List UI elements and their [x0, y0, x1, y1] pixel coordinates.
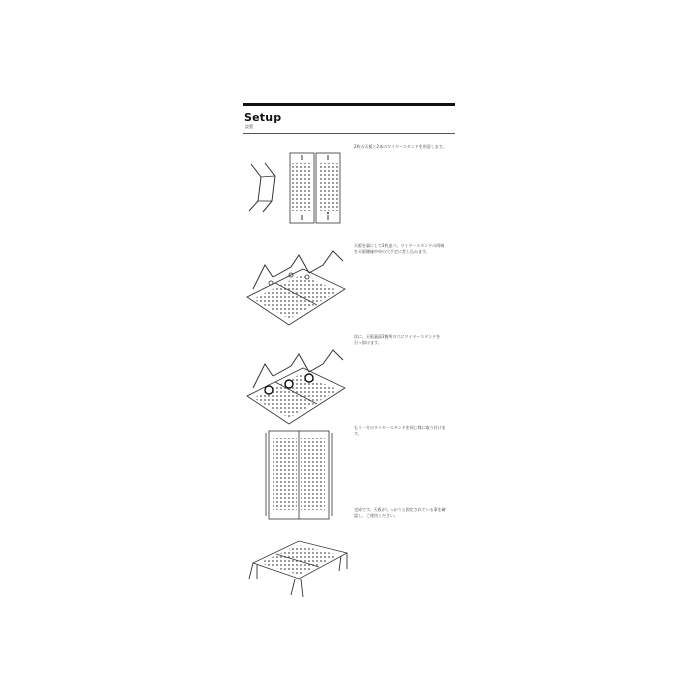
top-rule	[243, 103, 455, 106]
header-divider	[243, 133, 455, 134]
step-3	[243, 334, 455, 426]
step-1-illustration	[243, 149, 348, 229]
page-title: Setup	[244, 111, 282, 124]
step-3-illustration	[243, 346, 348, 426]
step-2-illustration	[243, 247, 348, 327]
instruction-sheet	[243, 103, 455, 601]
step-4-illustration	[243, 428, 348, 523]
step-5-illustration	[243, 523, 348, 601]
step-1-caption: 2枚の天板と2本のワイヤースタンドを用意します。	[354, 144, 447, 149]
step-2-caption: 天板を裏にして2枚並べ、ワイヤースタンドの両端 を天板側縁中央の穴不定に差し込みます。	[354, 243, 445, 254]
step-5	[243, 507, 455, 601]
step-4-caption: もう一方のワイヤースタンドを同じ様に取り付けま す。	[354, 425, 446, 436]
step-1	[243, 144, 455, 229]
page-subtitle: 設置	[245, 124, 253, 129]
step-3-caption: 次に、天板裏面3箇所の穴にワイヤースタンドを 引っ掛けます。	[354, 334, 441, 345]
step-2	[243, 243, 455, 327]
step-5-caption: 完成です。天板がしっかりと固定されている事を確 認し、ご使用ください。	[354, 507, 446, 518]
